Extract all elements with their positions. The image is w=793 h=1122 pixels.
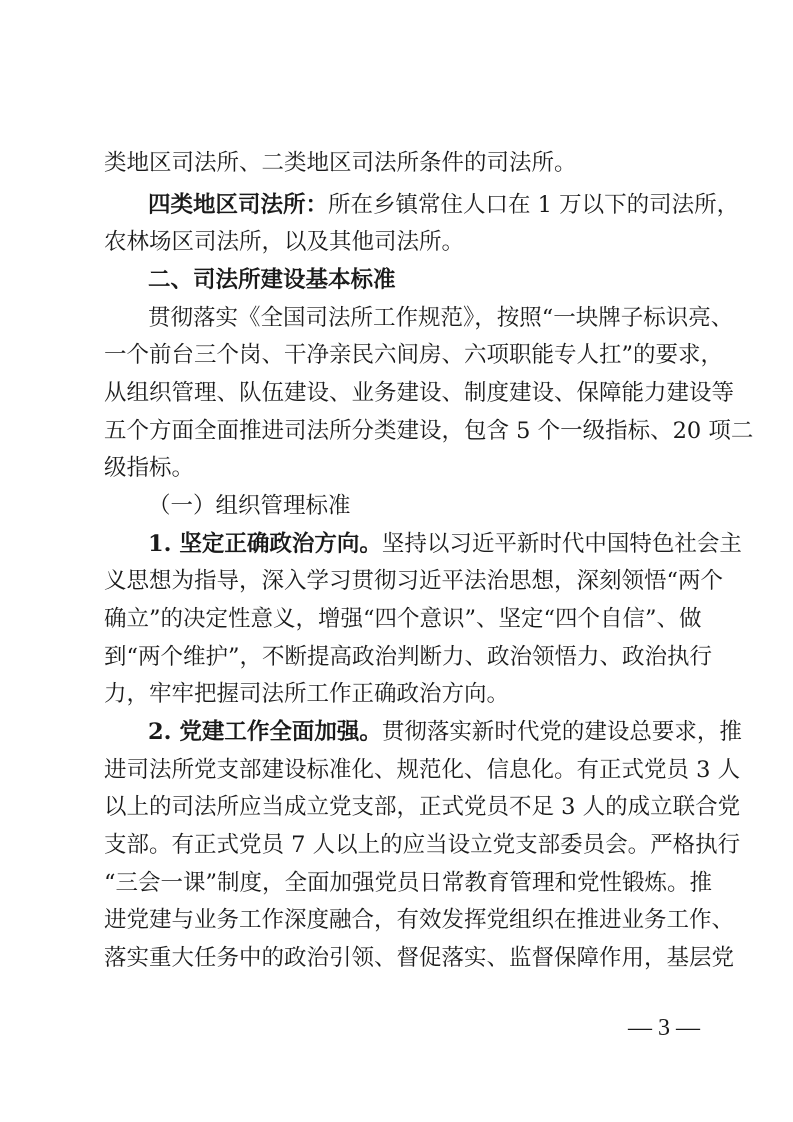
item-title: 1. 坚定正确政治方向。 <box>148 531 382 557</box>
paragraph-text: 贯彻落实新时代党的建设总要求，推 <box>381 719 742 745</box>
subsection-heading: （一）组织管理标准 <box>148 493 351 519</box>
paragraph-line: 五个方面全面推进司法所分类建设，包含 5 个一级指标、20 项二 <box>104 418 754 444</box>
paragraph-line: “三会一课”制度，全面加强党员日常教育管理和党性锻炼。推 <box>104 870 713 896</box>
paragraph-line: 级指标。 <box>104 455 195 481</box>
paragraph-line: 农林场区司法所，以及其他司法所。 <box>104 229 465 255</box>
paragraph-line: 一个前台三个岗、干净亲民六间房、六项职能专人扛”的要求， <box>104 342 724 368</box>
paragraph-line: 支部。有正式党员 7 人以上的应当设立党支部委员会。严格执行 <box>104 832 741 858</box>
item-title: 2. 党建工作全面加强。 <box>148 719 382 745</box>
paragraph-line: 从组织管理、队伍建设、业务建设、制度建设、保障能力建设等 <box>104 380 735 406</box>
category-label: 四类地区司法所： <box>148 192 329 218</box>
section-heading: 二、司法所建设基本标准 <box>148 267 396 293</box>
paragraph-line: 义思想为指导，深入学习贯彻习近平法治思想，深刻领悟“两个 <box>104 568 724 594</box>
paragraph-line: 类地区司法所、二类地区司法所条件的司法所。 <box>104 150 577 176</box>
paragraph-line: 落实重大任务中的政治引领、督促落实、监督保障作用，基层党 <box>104 945 735 971</box>
paragraph-line <box>148 529 742 559</box>
paragraph-line: 进司法所党支部建设标准化、规范化、信息化。有正式党员 3 人 <box>104 757 741 783</box>
paragraph-line: 贯彻落实《全国司法所工作规范》，按照“一块牌子标识亮、 <box>148 305 734 331</box>
paragraph-line: 以上的司法所应当成立党支部，正式党员不足 3 人的成立联合党 <box>104 794 741 820</box>
paragraph-line <box>148 190 740 220</box>
paragraph-text: 坚持以习近平新时代中国特色社会主 <box>381 531 742 557</box>
paragraph-line <box>148 717 742 747</box>
paragraph-text: 所在乡镇常住人口在 1 万以下的司法所， <box>328 192 740 218</box>
paragraph-line: 到“两个维护”，不断提高政治判断力、政治领悟力、政治执行 <box>104 644 713 670</box>
paragraph-line: 力，牢牢把握司法所工作正确政治方向。 <box>104 681 510 707</box>
paragraph-line: 进党建与业务工作深度融合，有效发挥党组织在推进业务工作、 <box>104 907 735 933</box>
paragraph-line: 确立”的决定性意义，增强“四个意识”、坚定“四个自信”、做 <box>104 606 702 632</box>
page-number: — 3 — <box>628 1015 700 1041</box>
